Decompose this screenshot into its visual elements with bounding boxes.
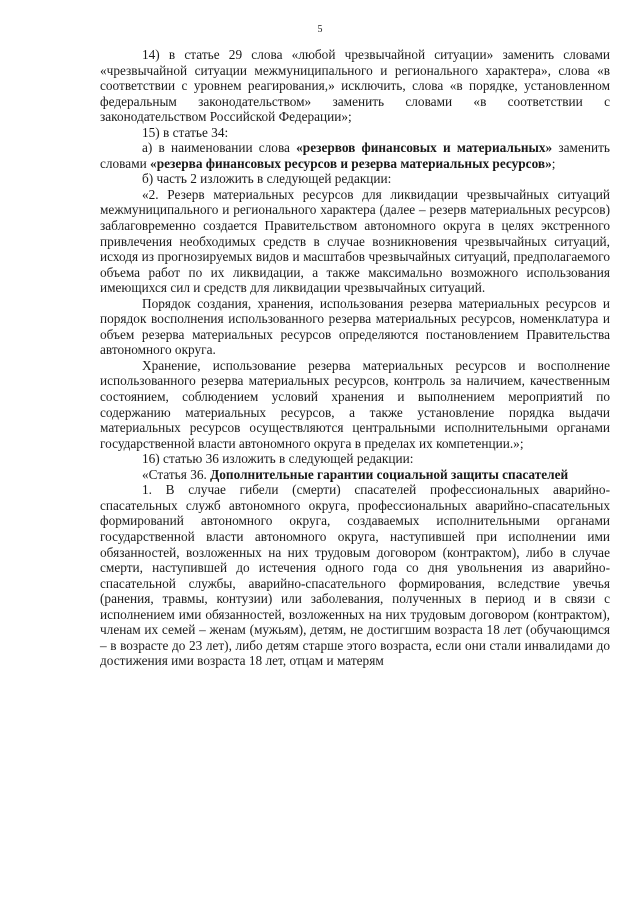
paragraph-15b-storage: Хранение, использование резерва материальных ресурсов и восполнение использованного резерва материальных ресурсов, контроль за наличием, качественным состоянием, соблюдением условий хранения и выполнением мероприятий по содержанию материальных ресурсов, а также установление порядка выдачи материальных ресурсов осуществляются центральными исполнительными органами государственной власти автономного округа в пределах их компетенции.»; xyxy=(100,357,610,451)
paragraph-15a-text: а) в наименовании слова xyxy=(142,140,297,156)
paragraph-15a-end: ; xyxy=(551,155,556,171)
paragraph-15a-bold-new: «резерва финансовых ресурсов и резерва материальных ресурсов» xyxy=(150,155,552,171)
paragraph-15: 15) в статье 34: xyxy=(142,124,229,140)
article-36-title xyxy=(100,467,610,483)
paragraph-15a xyxy=(100,140,610,171)
article-36-item-1: 1. В случае гибели (смерти) спасателей профессиональных аварийно-спасательных служб автономного округа, профессиональных аварийно-спасательных формирований автономного округа, создаваемых исполнительными органами государственной власти автономного округа, наступившей при исполнении ими обязанностей, возложенных на них трудовым договором (контрактом), либо в случае смерти, наступившей до истечения одного года со дня увольнения из аварийно-спасательной службы, аварийно-спасательного формирования, вследствие увечья (ранения, травмы, контузии) или заболевания, полученных в период и в связи с исполнением ими обязанностей, возложенных на них трудовым договором (контрактом), членам их семей – женам (мужьям), детям, не достигшим возраста 18 лет (обучающимся – в возрасте до 23 лет), либо детям старше этого возраста, если они стали инвалидами до достижения ими возраста 18 лет, отцам и матерям xyxy=(100,482,610,669)
paragraph-16: 16) статью 36 изложить в следующей редакции: xyxy=(142,451,414,467)
article-36-number: «Статья 36. xyxy=(142,466,211,482)
paragraph-15b-order: Порядок создания, хранения, использования резерва материальных ресурсов и порядок восполнения использованного резерва материальных ресурсов, номенклатура и объем резерва материальных ресурсов определяются постановлением Правительства автономного округа. xyxy=(100,295,610,358)
paragraph-15a-text-mid: заменить словами xyxy=(100,140,610,171)
paragraph-15b: б) часть 2 изложить в следующей редакции: xyxy=(142,171,392,187)
paragraph-15a-bold-old: «резервов финансовых и материальных» xyxy=(296,140,553,156)
paragraph-15b-part-2: «2. Резерв материальных ресурсов для ликвидации чрезвычайных ситуаций межмуниципального и регионального характера (далее – резерв материальных ресурсов) заблаговременно создается Правительством автономного округа в целях экстренного привлечения необходимых средств в случае возникновения чрезвычайных ситуаций, исходя из прогнозируемых видов и масштабов чрезвычайных ситуаций, предполагаемого объема работ по их ликвидации, а также максимально возможного использования имеющихся сил и средств для ликвидации чрезвычайных ситуаций. xyxy=(100,186,610,296)
document-body xyxy=(100,47,610,669)
page-number: 5 xyxy=(317,24,323,35)
article-36-heading: Дополнительные гарантии социальной защиты спасателей xyxy=(210,466,569,482)
paragraph-14: 14) в статье 29 слова «любой чрезвычайной ситуации» заменить словами «чрезвычайной ситуации межмуниципального и регионального характера», слова «в соответствии с уровнем реагирования,» исключить, слова «в порядке, установленном федеральным законодательством» заменить словами «в соответствии с законодательством Российской Федерации»; xyxy=(100,47,610,125)
